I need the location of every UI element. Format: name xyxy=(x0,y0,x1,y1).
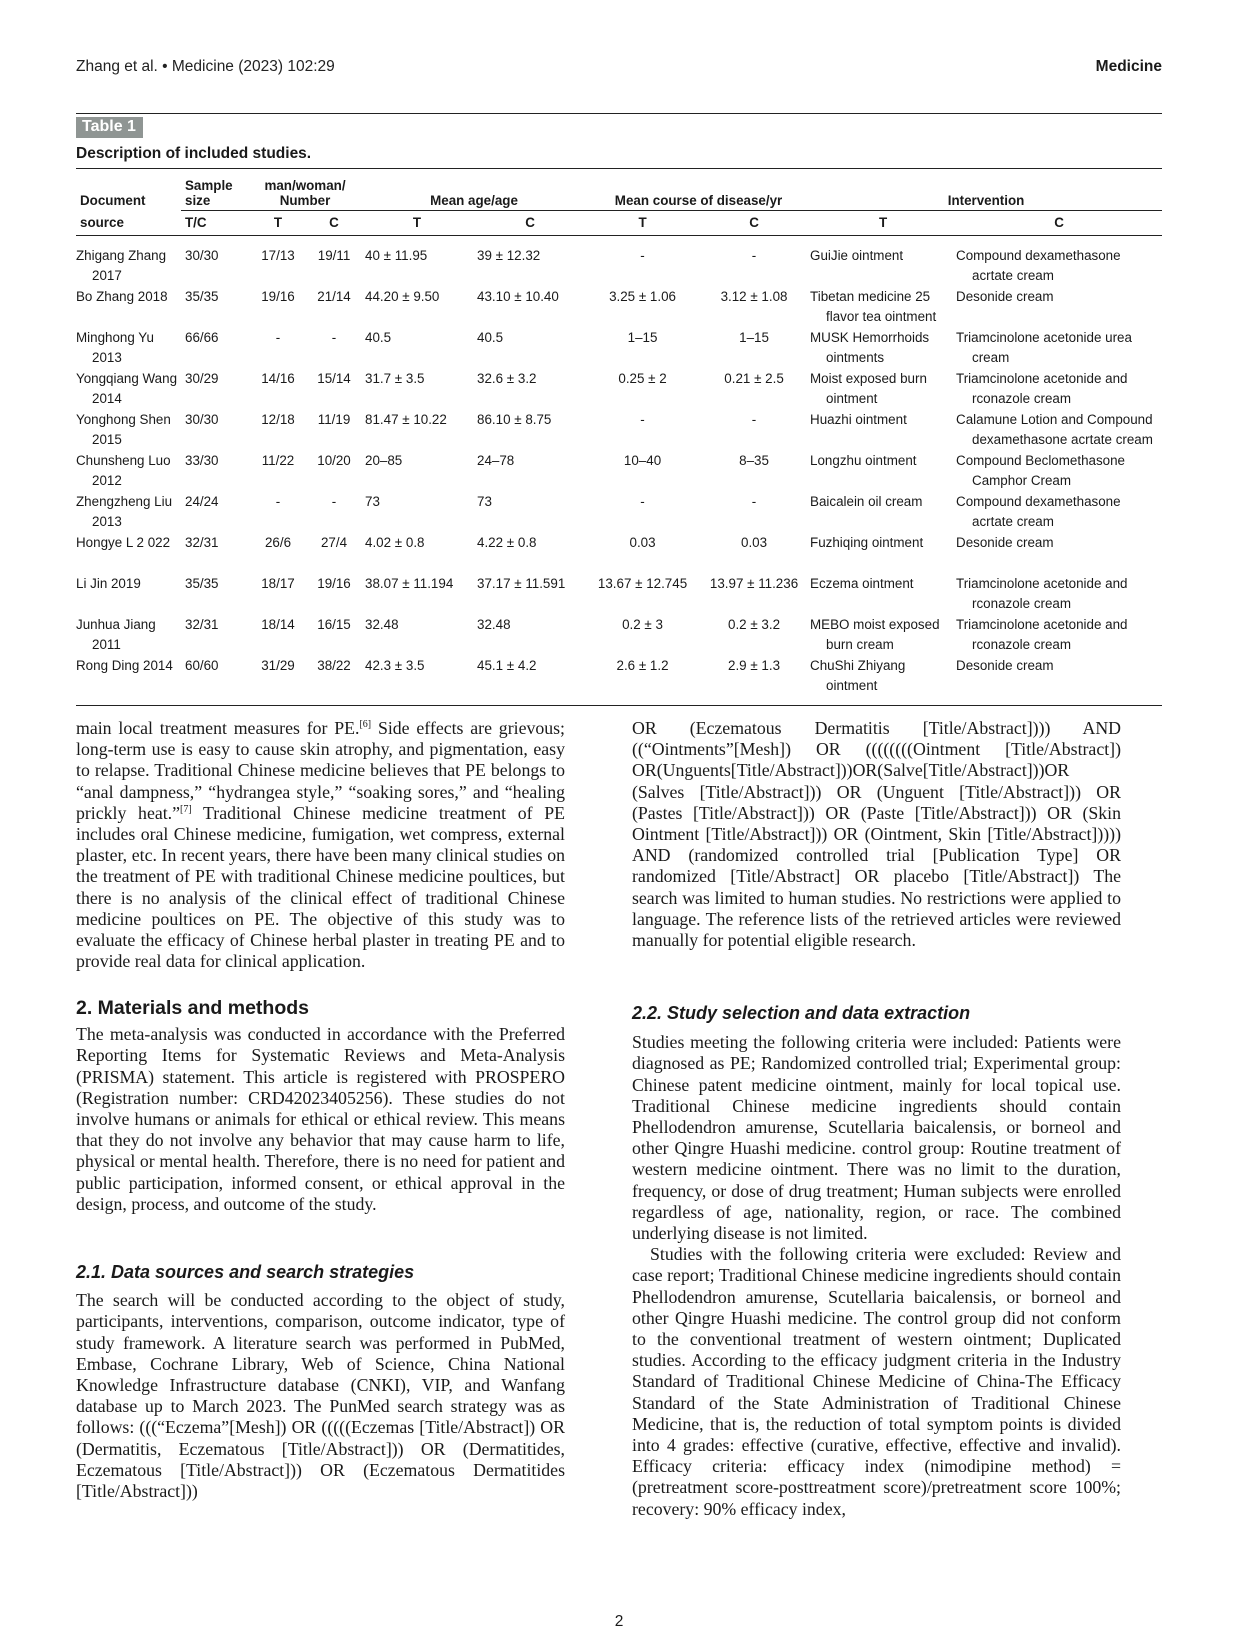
cell-course-t: 1–15 xyxy=(627,329,658,345)
cell-age-t: 42.3 ± 3.5 xyxy=(361,656,473,706)
section-2-2-heading: 2.2. Study selection and data extraction xyxy=(632,1003,971,1023)
cell-course-t: 10–40 xyxy=(623,452,662,468)
header-int-c: C xyxy=(956,210,1162,235)
cell-intervention-t: Baicalein oil cream xyxy=(810,493,923,509)
cell-course-t: - xyxy=(640,247,645,263)
cell-course-t: 3.25 ± 1.06 xyxy=(609,288,676,304)
cell-course-c: 0.2 ± 3.2 xyxy=(728,616,781,632)
cell-intervention-t: Huazhi ointment xyxy=(810,411,907,427)
cell-age-c: 73 xyxy=(477,493,492,509)
cell-source: Yongqiang Wang 2014 xyxy=(76,370,178,406)
table-row xyxy=(76,287,1162,328)
table-row xyxy=(76,369,1162,410)
cell-course-c: 0.03 xyxy=(741,534,768,550)
cell-age-c: 43.10 ± 10.40 xyxy=(477,288,559,304)
cell-intervention-t: MUSK Hemorrhoids ointments xyxy=(810,329,930,365)
cell-mw-t: 11/22 xyxy=(261,452,295,468)
cell-age-t: 31.7 ± 3.5 xyxy=(365,370,425,386)
cell-course-c: - xyxy=(751,247,757,263)
cell-sample-size: 60/60 xyxy=(181,656,249,706)
cell-intervention-c: Compound dexamethasone acrtate cream xyxy=(956,247,1121,283)
cell-course-t: 13.67 ± 12.745 xyxy=(597,575,688,591)
cell-age-c: 24–78 xyxy=(477,452,515,468)
cell-age-t: 32.48 xyxy=(365,616,399,632)
table-row xyxy=(76,492,1162,533)
cell-intervention-c: Triamcinolone acetonide and rconazole cream xyxy=(956,575,1128,611)
cell-mw-t: 19/16 xyxy=(261,288,295,304)
table-body xyxy=(76,235,1162,705)
table-row xyxy=(76,533,1162,574)
citation: Zhang et al. • Medicine (2023) 102:29 xyxy=(76,58,335,75)
cell-mw-t: 26/6 xyxy=(264,534,292,550)
studies-table xyxy=(76,168,1162,706)
left-column xyxy=(76,718,565,972)
cell-age-t: 40 ± 11.95 xyxy=(365,247,428,263)
cell-course-t: 2.6 ± 1.2 xyxy=(587,656,698,706)
cell-intervention-c: Compound Beclomethasone Camphor Cream xyxy=(956,452,1126,488)
header-mean-course: Mean course of disease/yr xyxy=(587,169,810,211)
cell-intervention-t: Fuzhiqing ointment xyxy=(810,534,924,550)
search-strategy-continued: OR (Eczematous Dermatitis [Title/Abstract]))) AND ((“Ointments”[Mesh]) OR ((((((((Ointment [Title/Abstract]) OR(Unguents[Title/Abstract]))OR(Salve[Title/Abstract]))OR (Salves [Title/Abstract])) OR (Unguent [Title/Abstract])) OR (Pastes [Title/Abstract])) OR (Paste [Title/Abstract])) OR (Skin Ointment [Title/Abstract])) OR (Ointment, Skin [Title/Abstract])))) AND (randomized controlled trial [Publication Type] OR randomized [Title/Abstract] OR placebo [Title/Abstract]) The search was limited to human studies. No restrictions were applied to language. The reference lists of the retrieved articles were reviewed manually for potential eligible research. xyxy=(632,718,1121,951)
header-course-c: C xyxy=(698,210,810,235)
table-row xyxy=(76,656,1162,706)
cell-intervention-c: Triamcinolone acetonide and rconazole cream xyxy=(956,616,1128,652)
header-man-woman: man/woman/ Number xyxy=(249,169,361,211)
table-row xyxy=(76,615,1162,656)
cell-course-t: - xyxy=(640,493,645,509)
cell-sample-size: 35/35 xyxy=(185,288,219,304)
cell-age-t: 81.47 ± 10.22 xyxy=(365,411,447,427)
cell-age-t: 38.07 ± 11.194 xyxy=(365,575,454,591)
cell-intervention-t: Eczema ointment xyxy=(810,575,914,591)
page-number: 2 xyxy=(614,1613,624,1630)
header-source: source xyxy=(76,210,181,235)
cell-source: Zhengzheng Liu 2013 xyxy=(76,493,173,529)
header-age-c: C xyxy=(473,210,587,235)
section-2-1-heading: 2.1. Data sources and search strategies xyxy=(76,1262,415,1282)
header-course-t: T xyxy=(587,210,698,235)
cell-mw-t: 17/13 xyxy=(261,247,295,263)
cell-intervention-t: Longzhu ointment xyxy=(810,452,917,468)
cell-source: Yonghong Shen 2015 xyxy=(76,411,171,447)
citation-ref[interactable]: [6] xyxy=(359,719,372,731)
cell-intervention-c: Triamcinolone acetonide and rconazole cream xyxy=(956,370,1128,406)
cell-mw-t: 12/18 xyxy=(261,411,295,427)
cell-source: Junhua Jiang 2011 xyxy=(76,616,156,652)
cell-mw-c: 21/14 xyxy=(317,288,351,304)
header-int-t: T xyxy=(810,210,956,235)
header-mean-age: Mean age/age xyxy=(361,169,587,211)
section-2-heading: 2. Materials and methods xyxy=(76,997,309,1019)
cell-age-c: 4.22 ± 0.8 xyxy=(477,534,537,550)
exclusion-criteria-paragraph: Studies with the following criteria were excluded: Review and case report; Traditional Chinese medicine ingredients should contain Phellodendron amurense, Scutellaria baicalensis, or borneol and other Qingre Huashi medicine. The control group did not conform to the conventional treatment of western ointment; Duplicated studies. According to the efficacy judgment criteria in the Industry Standard of Traditional Chinese Medicine of China-The Efficacy Standard of the State Administration of Traditional Chinese Medicine, that is, the reduction of total symptom points is divided into 4 grades: effective (curative, effective, effective and invalid). Efficacy criteria: efficacy index (nimodipine method) = (pretreatment score-posttreatment score)/pretreatment score 100%; recovery: 90% efficacy index, xyxy=(632,1244,1121,1519)
table-row xyxy=(76,328,1162,369)
right-column-section-2-2 xyxy=(632,1003,1121,1520)
cell-source: Rong Ding 2014 xyxy=(76,656,181,706)
cell-intervention-c: Desonide cream xyxy=(956,288,1054,304)
cell-mw-c: - xyxy=(331,493,337,509)
cell-age-t: 4.02 ± 0.8 xyxy=(365,534,425,550)
cell-age-c: 40.5 xyxy=(477,329,504,345)
studies-table-wrapper xyxy=(76,168,1162,706)
header-mw-c: C xyxy=(307,210,361,235)
cell-age-t: 40.5 xyxy=(365,329,392,345)
cell-mw-c: 10/20 xyxy=(317,452,351,468)
running-header xyxy=(76,58,1162,82)
citation-ref[interactable]: [7] xyxy=(180,803,192,815)
cell-source: Minghong Yu 2013 xyxy=(76,329,154,365)
cell-course-t: 0.2 ± 3 xyxy=(622,616,663,632)
table-row xyxy=(76,235,1162,287)
header-document-source: Document xyxy=(76,169,181,211)
cell-age-c: 32.6 ± 3.2 xyxy=(477,370,537,386)
cell-mw-c: 16/15 xyxy=(317,616,351,632)
cell-intervention-c: Calamune Lotion and Compound dexamethasone acrtate cream xyxy=(956,411,1153,447)
header-sample-size: Sample size xyxy=(181,169,249,211)
cell-course-c: 0.21 ± 2.5 xyxy=(724,370,784,386)
cell-intervention-t: Moist exposed burn ointment xyxy=(810,370,927,406)
cell-age-c: 45.1 ± 4.2 xyxy=(473,656,587,706)
cell-intervention-t: Tibetan medicine 25 flavor tea ointment xyxy=(810,288,937,324)
table-caption: Description of included studies. xyxy=(76,145,312,162)
cell-source: Hongye L 2 022 xyxy=(76,534,171,550)
section-2-1-paragraph: The search will be conducted according to the object of study, participants, interventions, comparison, outcome indicator, type of study framework. A literature search was performed in PubMed, Embase, Cochrane Library, Web of Science, China National Knowledge Infrastructure database (CNKI), VIP, and Wanfang database up to March 2023. The PunMed search strategy was as follows: (((“Eczema”[Mesh]) OR (((((Eczemas [Title/Abstract]) OR (Dermatitis, Eczematous [Title/Abstract])) OR (Dermatitides, Eczematous [Title/Abstract])) OR (Eczematous Dermatitides [Title/Abstract])) xyxy=(76,1290,565,1502)
cell-source: Chunsheng Luo 2012 xyxy=(76,452,171,488)
cell-mw-t: 14/16 xyxy=(261,370,295,386)
cell-sample-size: 30/30 xyxy=(185,411,219,427)
cell-mw-c: 19/16 xyxy=(317,575,351,591)
cell-mw-t: 18/14 xyxy=(261,616,295,632)
header-divider xyxy=(76,113,1162,114)
cell-course-c: 13.97 ± 11.236 xyxy=(709,575,799,591)
header-age-t: T xyxy=(361,210,473,235)
cell-mw-c: 11/19 xyxy=(317,411,351,427)
inclusion-criteria-paragraph: Studies meeting the following criteria were included: Patients were diagnosed as PE; Randomized controlled trial; Experimental group: Chinese patent medicine ointment, mainly for local topical use. Traditional Chinese medicine ingredients should contain Phellodendron amurense, Scutellaria baicalensis, or borneol and other Qingre Huashi medicine. control group: Routine treatment of western medicine ointment. There was no limit to the duration, frequency, or dose of drug treatment; Human subjects were enrolled regardless of age, nationality, region, or race. The combined underlying disease is not limited. xyxy=(632,1032,1121,1244)
table-row xyxy=(76,451,1162,492)
cell-sample-size: 24/24 xyxy=(185,493,219,509)
cell-age-c: 32.48 xyxy=(477,616,511,632)
cell-mw-c: 27/4 xyxy=(320,534,348,550)
header-intervention: Intervention xyxy=(810,169,1162,211)
cell-course-t: 0.03 xyxy=(629,534,656,550)
cell-intervention-t: ChuShi Zhiyang ointment xyxy=(810,656,956,706)
cell-source: Li Jin 2019 xyxy=(76,575,141,591)
left-column-section-2-1 xyxy=(76,1262,565,1502)
cell-sample-size: 32/31 xyxy=(185,616,219,632)
cell-mw-t: - xyxy=(275,329,281,345)
journal-name: Medicine xyxy=(1095,58,1162,75)
cell-age-t: 73 xyxy=(365,493,380,509)
cell-age-c: 86.10 ± 8.75 xyxy=(477,411,552,427)
cell-sample-size: 33/30 xyxy=(185,452,219,468)
cell-intervention-c: Compound dexamethasone acrtate cream xyxy=(956,493,1121,529)
header-tc: T/C xyxy=(181,210,249,235)
right-column xyxy=(632,718,1121,951)
cell-intervention-c: Triamcinolone acetonide urea cream xyxy=(956,329,1132,365)
cell-sample-size: 30/29 xyxy=(185,370,219,386)
cell-source: Zhigang Zhang 2017 xyxy=(76,247,167,283)
cell-course-t: - xyxy=(640,411,645,427)
cell-source: Bo Zhang 2018 xyxy=(76,288,168,304)
cell-sample-size: 35/35 xyxy=(185,575,219,591)
cell-course-c: - xyxy=(751,411,757,427)
cell-intervention-t: GuiJie ointment xyxy=(810,247,904,263)
cell-sample-size: 30/30 xyxy=(185,247,219,263)
left-column-section-2 xyxy=(76,998,565,1215)
cell-intervention-t: MEBO moist exposed burn cream xyxy=(810,616,940,652)
cell-course-c: 1–15 xyxy=(739,329,769,345)
cell-course-c: 2.9 ± 1.3 xyxy=(698,656,810,706)
cell-mw-c: - xyxy=(331,329,337,345)
cell-mw-t: 18/17 xyxy=(261,575,295,591)
cell-mw-t: - xyxy=(275,493,281,509)
cell-intervention-c: Desonide cream xyxy=(956,534,1054,550)
cell-mw-c: 19/11 xyxy=(317,247,351,263)
cell-age-c: 37.17 ± 11.591 xyxy=(477,575,566,591)
cell-mw-t: 31/29 xyxy=(249,656,307,706)
table-row xyxy=(76,410,1162,451)
cell-course-t: 0.25 ± 2 xyxy=(618,370,667,386)
cell-age-t: 20–85 xyxy=(365,452,403,468)
cell-mw-c: 38/22 xyxy=(307,656,361,706)
table-row xyxy=(76,574,1162,615)
cell-age-t: 44.20 ± 9.50 xyxy=(365,288,440,304)
cell-course-c: 3.12 ± 1.08 xyxy=(720,288,788,304)
cell-sample-size: 66/66 xyxy=(185,329,219,345)
cell-intervention-c: Desonide cream xyxy=(956,656,1162,706)
intro-paragraph: main local treatment measures for PE.[6] Side effects are grievous; long-term use is easy to cause skin atrophy, and pigmentation, easy to relapse. Traditional Chinese medicine believes that PE belongs to “anal dampness,” “hydrangea style,” “soaking sores,” and “healing prickly heat.”[7] Traditional Chinese medicine treatment of PE includes oral Chinese medicine, fumigation, wet compress, external plaster, etc. In recent years, there have been many clinical studies on the treatment of PE with traditional Chinese medicine poultices, but there is no analysis of the clinical effect of traditional Chinese medicine poultices on PE. The objective of this study was to evaluate the efficacy of Chinese herbal plaster in treating PE and to provide real data for clinical application. xyxy=(76,718,566,972)
section-2-paragraph: The meta-analysis was conducted in accordance with the Preferred Reporting Items for Systematic Reviews and Meta-Analysis (PRISMA) statement. This article is registered with PROSPERO (Registration number: CRD42023405256). These studies do not involve humans or animals for ethical or ethical review. This means that they do not involve any behavior that may cause harm to life, physical or mental health. Therefore, there is no need for patient and public participation, informed consent, or ethical approval in the design, process, and outcome of the study. xyxy=(76,1024,565,1214)
table-badge: Table 1 xyxy=(76,117,143,138)
cell-sample-size: 32/31 xyxy=(185,534,219,550)
cell-mw-c: 15/14 xyxy=(317,370,351,386)
cell-age-c: 39 ± 12.32 xyxy=(477,247,541,263)
header-mw-t: T xyxy=(249,210,307,235)
cell-course-c: - xyxy=(751,493,757,509)
cell-course-c: 8–35 xyxy=(739,452,769,468)
